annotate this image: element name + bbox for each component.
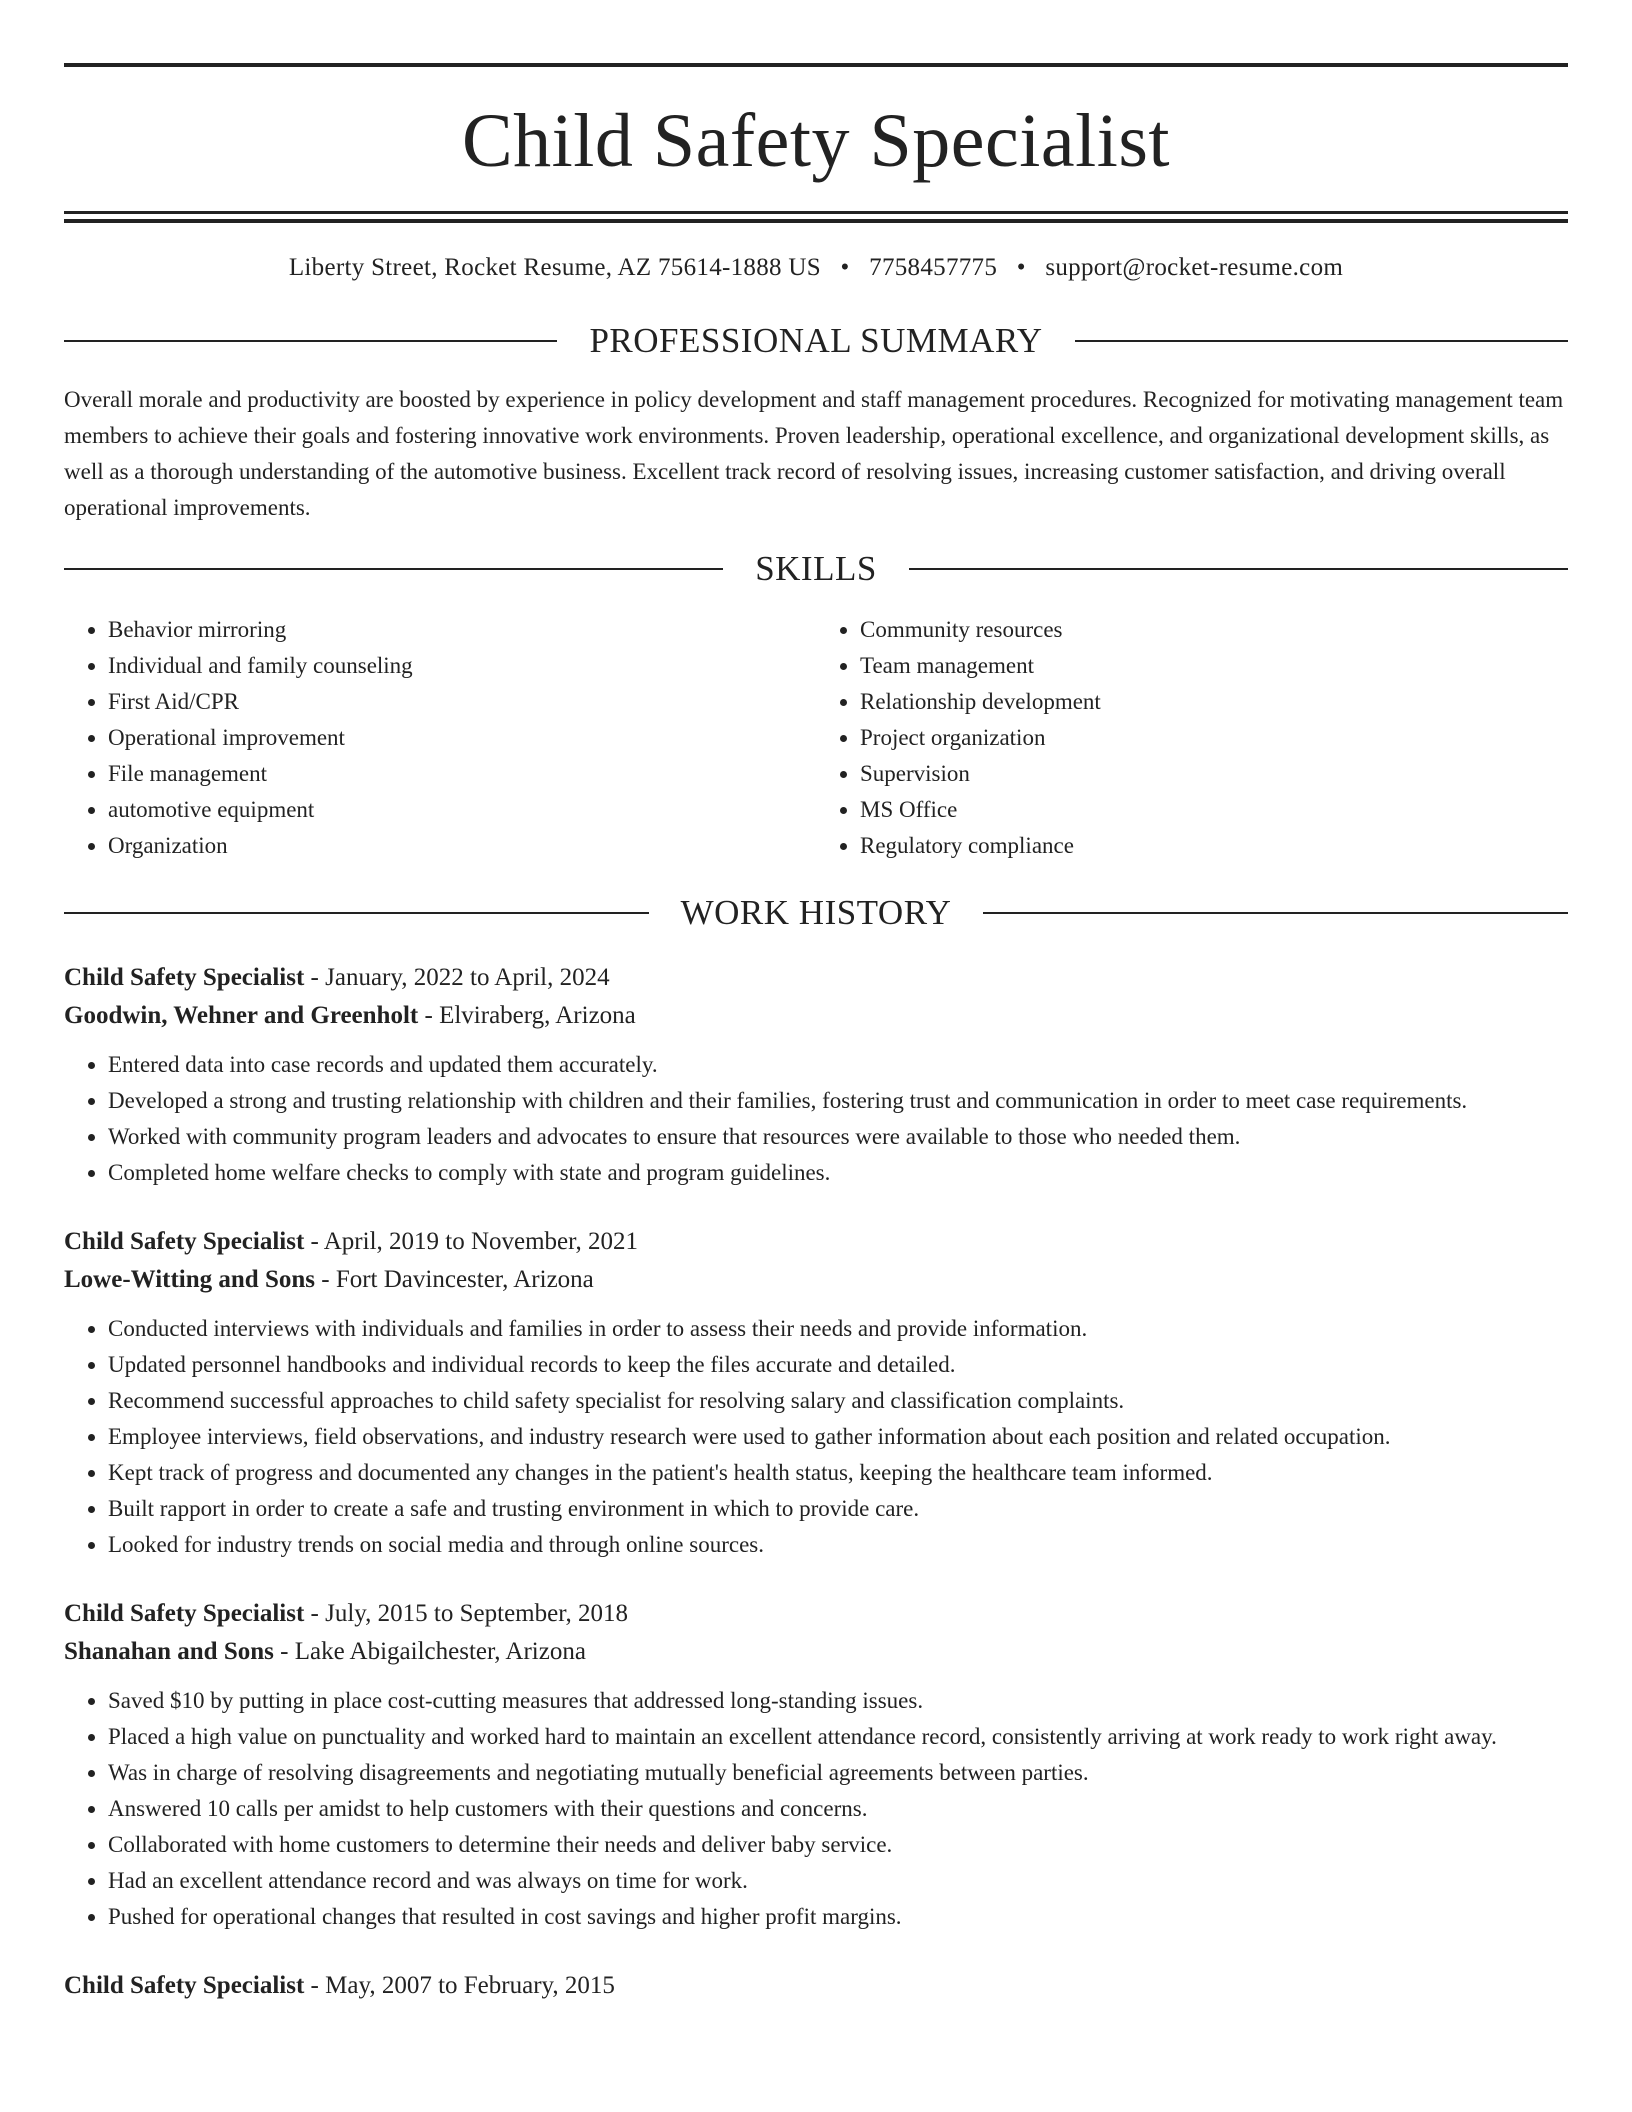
- job-company: Shanahan and Sons: [64, 1638, 274, 1665]
- job-dates: - April, 2019 to November, 2021: [304, 1228, 638, 1255]
- skill-item: • Operational improvement: [108, 720, 816, 756]
- skill-item: • Team management: [860, 648, 1568, 684]
- skill-item: • Community resources: [860, 612, 1568, 648]
- list-item: • Developed a strong and trusting relationship with children and their families, fostering trust and communication in order to meet case requirements.: [108, 1083, 1568, 1119]
- job-dates: - May, 2007 to February, 2015: [304, 1972, 615, 1999]
- list-item: • Placed a high value on punctuality and worked hard to maintain an excellent attendance record, consistently arriving at work ready to work right away.: [108, 1719, 1568, 1755]
- skill-item: • Relationship development: [860, 684, 1568, 720]
- job-company-line: [64, 1633, 1568, 1671]
- list-item: • Was in charge of resolving disagreements and negotiating mutually beneficial agreements between parties.: [108, 1755, 1568, 1791]
- job-location: - Fort Davincester, Arizona: [315, 1266, 594, 1293]
- skill-item: • Organization: [108, 828, 816, 864]
- summary-title: PROFESSIONAL SUMMARY: [589, 321, 1043, 360]
- skill-item: • Individual and family counseling: [108, 648, 816, 684]
- list-item: • Collaborated with home customers to determine their needs and deliver baby service.: [108, 1827, 1568, 1863]
- contact-phone: 7758457775: [869, 254, 998, 281]
- list-item: • Conducted interviews with individuals and families in order to assess their needs and provide information.: [108, 1311, 1568, 1347]
- heading-rule: [1075, 340, 1568, 342]
- contact-email: support@rocket-resume.com: [1045, 254, 1344, 281]
- list-item: • Completed home welfare checks to comply with state and program guidelines.: [108, 1155, 1568, 1191]
- header-double-rule: [64, 211, 1568, 223]
- job-company: Goodwin, Wehner and Greenholt: [64, 1002, 419, 1029]
- resume-page: [64, 0, 1568, 2005]
- contact-separator: •: [840, 254, 850, 281]
- job-bullets: [64, 1311, 1568, 1563]
- skill-item: • First Aid/CPR: [108, 684, 816, 720]
- job-company-line: [64, 997, 1568, 1035]
- job-company-line: [64, 1261, 1568, 1299]
- list-item: • Entered data into case records and updated them accurately.: [108, 1047, 1568, 1083]
- list-item: • Had an excellent attendance record and was always on time for work.: [108, 1863, 1568, 1899]
- job-title-line: [64, 1223, 1568, 1261]
- job-title-line: [64, 1595, 1568, 1633]
- skill-item: • MS Office: [860, 792, 1568, 828]
- list-item: • Pushed for operational changes that resulted in cost savings and higher profit margins.: [108, 1899, 1568, 1935]
- job-dates: - January, 2022 to April, 2024: [304, 964, 610, 991]
- heading-rule: [64, 340, 557, 342]
- skills-title: SKILLS: [755, 549, 877, 588]
- job-bullets: [64, 1683, 1568, 1935]
- list-item: • Employee interviews, field observations, and industry research were used to gather information about each position and related occupation.: [108, 1419, 1568, 1455]
- skills-column-right: [816, 612, 1568, 864]
- list-item: • Looked for industry trends on social media and through online sources.: [108, 1527, 1568, 1563]
- summary-heading: [64, 323, 1568, 358]
- job-bullets: [64, 1047, 1568, 1191]
- contact-separator: •: [1016, 254, 1026, 281]
- list-item: • Built rapport in order to create a safe and trusting environment in which to provide care.: [108, 1491, 1568, 1527]
- contact-line: [64, 254, 1568, 282]
- skill-item: • Project organization: [860, 720, 1568, 756]
- list-item: • Saved $10 by putting in place cost-cutting measures that addressed long-standing issues.: [108, 1683, 1568, 1719]
- header-top-rule: [64, 63, 1568, 67]
- skills-list: [64, 612, 1568, 864]
- list-item: • Recommend successful approaches to child safety specialist for resolving salary and classification complaints.: [108, 1383, 1568, 1419]
- work-history: [64, 959, 1568, 2005]
- summary-text: Overall morale and productivity are boosted by experience in policy development and staff management procedures. Recognized for motivating management team members to achieve their goals and fostering innovative work environments. Proven leadership, operational excellence, and organizational development skills, as well as a thorough understanding of the automotive business. Excellent track record of resolving issues, increasing customer satisfaction, and driving overall operational improvements.: [64, 387, 1564, 520]
- skills-heading: [64, 551, 1568, 586]
- heading-rule: [64, 912, 649, 914]
- job-title-line: [64, 959, 1568, 997]
- list-item: • Updated personnel handbooks and individual records to keep the files accurate and detailed.: [108, 1347, 1568, 1383]
- job-company: Lowe-Witting and Sons: [64, 1266, 315, 1293]
- skills-column-left: [64, 612, 816, 864]
- skill-item: • automotive equipment: [108, 792, 816, 828]
- work-title: WORK HISTORY: [680, 893, 952, 932]
- skill-item: • File management: [108, 756, 816, 792]
- heading-rule: [983, 912, 1568, 914]
- job-entry: [64, 959, 1568, 1191]
- job-entry: [64, 1967, 1568, 2005]
- job-dates: - July, 2015 to September, 2018: [304, 1600, 629, 1627]
- job-role: Child Safety Specialist: [64, 1228, 305, 1255]
- list-item: • Answered 10 calls per amidst to help customers with their questions and concerns.: [108, 1791, 1568, 1827]
- skill-item: • Supervision: [860, 756, 1568, 792]
- heading-rule: [909, 568, 1568, 570]
- list-item: • Kept track of progress and documented any changes in the patient's health status, keeping the healthcare team informed.: [108, 1455, 1568, 1491]
- job-location: - Lake Abigailchester, Arizona: [273, 1638, 586, 1665]
- work-heading: [64, 895, 1568, 930]
- skill-item: • Regulatory compliance: [860, 828, 1568, 864]
- heading-rule: [64, 568, 723, 570]
- job-entry: [64, 1223, 1568, 1563]
- job-location: - Elviraberg, Arizona: [418, 1002, 636, 1029]
- job-role: Child Safety Specialist: [64, 1972, 305, 1999]
- skill-item: • Behavior mirroring: [108, 612, 816, 648]
- job-entry: [64, 1595, 1568, 1935]
- page-title: Child Safety Specialist: [461, 99, 1171, 183]
- job-role: Child Safety Specialist: [64, 1600, 305, 1627]
- list-item: • Worked with community program leaders and advocates to ensure that resources were available to those who needed them.: [108, 1119, 1568, 1155]
- job-role: Child Safety Specialist: [64, 964, 305, 991]
- job-title-line: [64, 1967, 1568, 2005]
- contact-address: Liberty Street, Rocket Resume, AZ 75614-1888 US: [288, 254, 821, 281]
